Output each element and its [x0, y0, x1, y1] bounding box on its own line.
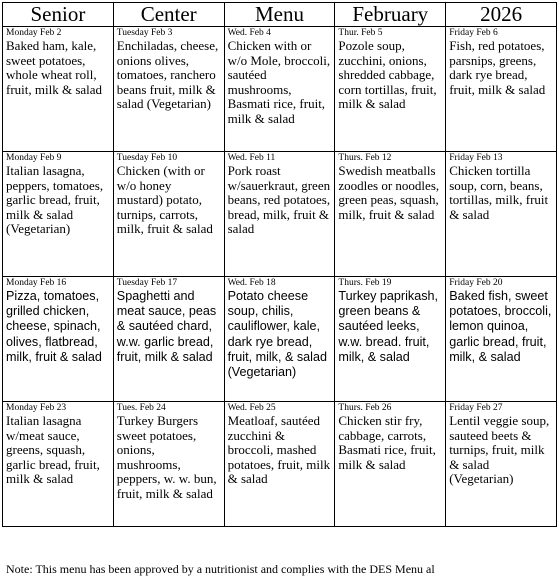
- header-cell: 2026: [446, 3, 557, 27]
- day-cell: [335, 402, 446, 527]
- day-menu: Enchiladas, cheese, onions olives, tomatoes, ranchero beans fruit, milk & salad (Vegetarian): [116, 38, 219, 112]
- day-menu: Baked ham, kale, sweet potatoes, whole wheat roll, fruit, milk & salad: [6, 38, 103, 97]
- day-date: Monday Feb 16: [6, 278, 67, 288]
- day-menu: Turkey paprikash, green beans & sautéed leeks, w.w. bread. fruit, milk, & salad: [338, 289, 439, 364]
- day-menu: Potato cheese soup, chilis, cauliflower, kale, dark rye bread, fruit, milk, & salad (Vegetarian): [227, 289, 327, 380]
- day-date: Friday Feb 6: [449, 28, 498, 38]
- day-cell: [446, 402, 557, 527]
- day-cell: [335, 152, 446, 277]
- day-date: Monday Feb 2: [6, 28, 62, 38]
- day-menu: Pork roast w/sauerkraut, green beans, red potatoes, bread, milk, fruit & salad: [227, 163, 331, 237]
- day-date: Wed. Feb 11: [227, 153, 276, 163]
- day-date: Thur. Feb 5: [338, 28, 383, 38]
- day-cell: [113, 402, 224, 527]
- week-row: [3, 402, 557, 527]
- header-cell: Senior: [3, 3, 114, 27]
- day-cell: [3, 152, 114, 277]
- day-menu: Italian lasagna, peppers, tomatoes, garlic bread, fruit, milk & salad (Vegetarian): [6, 163, 104, 237]
- day-cell: [335, 27, 446, 152]
- day-date: Monday Feb 9: [6, 153, 62, 163]
- day-menu: Lentil veggie soup, sauteed beets & turnips, fruit, milk & salad (Vegetarian): [449, 413, 550, 487]
- day-cell: [224, 152, 335, 277]
- day-cell: [224, 277, 335, 402]
- menu-table: [2, 2, 557, 527]
- day-cell: [224, 402, 335, 527]
- day-cell: [3, 27, 114, 152]
- day-date: Thurs. Feb 26: [338, 403, 392, 413]
- day-date: Tues. Feb 24: [116, 403, 166, 413]
- day-cell: [224, 27, 335, 152]
- day-date: Wed. Feb 4: [227, 28, 271, 38]
- day-menu: Pizza, tomatoes, grilled chicken, cheese, spinach, olives, flatbread, milk, fruit & salad: [6, 289, 102, 364]
- day-cell: [113, 277, 224, 402]
- week-row: [3, 277, 557, 402]
- footnote: Note: This menu has been approved by a nutritionist and complies with the DES Menu al: [6, 562, 435, 576]
- day-cell: [446, 277, 557, 402]
- day-cell: [3, 402, 114, 527]
- day-menu: Chicken tortilla soup, corn, beans, tortillas, milk, fruit & salad: [449, 163, 549, 222]
- day-date: Tuesday Feb 3: [116, 28, 173, 38]
- day-date: Tuesday Feb 10: [116, 153, 178, 163]
- day-menu: Swedish meatballs zoodles or noodles, green peas, squash, milk, fruit & salad: [338, 163, 440, 222]
- week-row: [3, 152, 557, 277]
- day-menu: Chicken stir fry, cabbage, carrots, Basmati rice, fruit, milk & salad: [338, 413, 436, 472]
- header-cell: Menu: [224, 3, 335, 27]
- day-menu: Pozole soup, zucchini, onions, shredded cabbage, corn tortillas, fruit, milk & salad: [338, 38, 437, 112]
- header-cell: February: [335, 3, 446, 27]
- day-cell: [113, 152, 224, 277]
- day-menu: Baked fish, sweet potatoes, broccoli, lemon quinoa, garlic bread, fruit, milk, & salad: [449, 289, 552, 364]
- day-date: Tuesday Feb 17: [116, 278, 178, 288]
- day-date: Thurs. Feb 19: [338, 278, 392, 288]
- header-cell: Center: [113, 3, 224, 27]
- day-menu: Chicken (with or w/o honey mustard) potato, turnips, carrots, milk, fruit & salad: [116, 163, 213, 237]
- week-row: [3, 27, 557, 152]
- day-menu: Italian lasagna w/meat sauce, greens, squash, garlic bread, fruit, milk & salad: [6, 413, 100, 487]
- day-date: Thurs. Feb 12: [338, 153, 392, 163]
- day-date: Wed. Feb 25: [227, 403, 276, 413]
- day-date: Friday Feb 27: [449, 403, 503, 413]
- day-date: Wed. Feb 18: [227, 278, 276, 288]
- day-cell: [446, 152, 557, 277]
- header-row: [3, 3, 557, 27]
- day-menu: Fish, red potatoes, parsnips, greens, dark rye bread, fruit, milk & salad: [449, 38, 546, 97]
- day-cell: [3, 277, 114, 402]
- day-date: Monday Feb 23: [6, 403, 67, 413]
- day-menu: Spaghetti and meat sauce, peas & sautéed chard, w.w. garlic bread, fruit, milk & salad: [116, 289, 217, 364]
- day-menu: Meatloaf, sautéed zucchini & broccoli, mashed potatoes, fruit, milk & salad: [227, 413, 331, 487]
- day-cell: [113, 27, 224, 152]
- day-menu: Turkey Burgers sweet potatoes, onions, mushrooms, peppers, w. w. bun, fruit, milk & salad: [116, 413, 217, 501]
- day-date: Friday Feb 13: [449, 153, 503, 163]
- day-cell: [335, 277, 446, 402]
- day-date: Friday Feb 20: [449, 278, 503, 288]
- day-cell: [446, 27, 557, 152]
- day-menu: Chicken with or w/o Mole, broccoli, sautéed mushrooms, Basmati rice, fruit, milk & salad: [227, 38, 331, 126]
